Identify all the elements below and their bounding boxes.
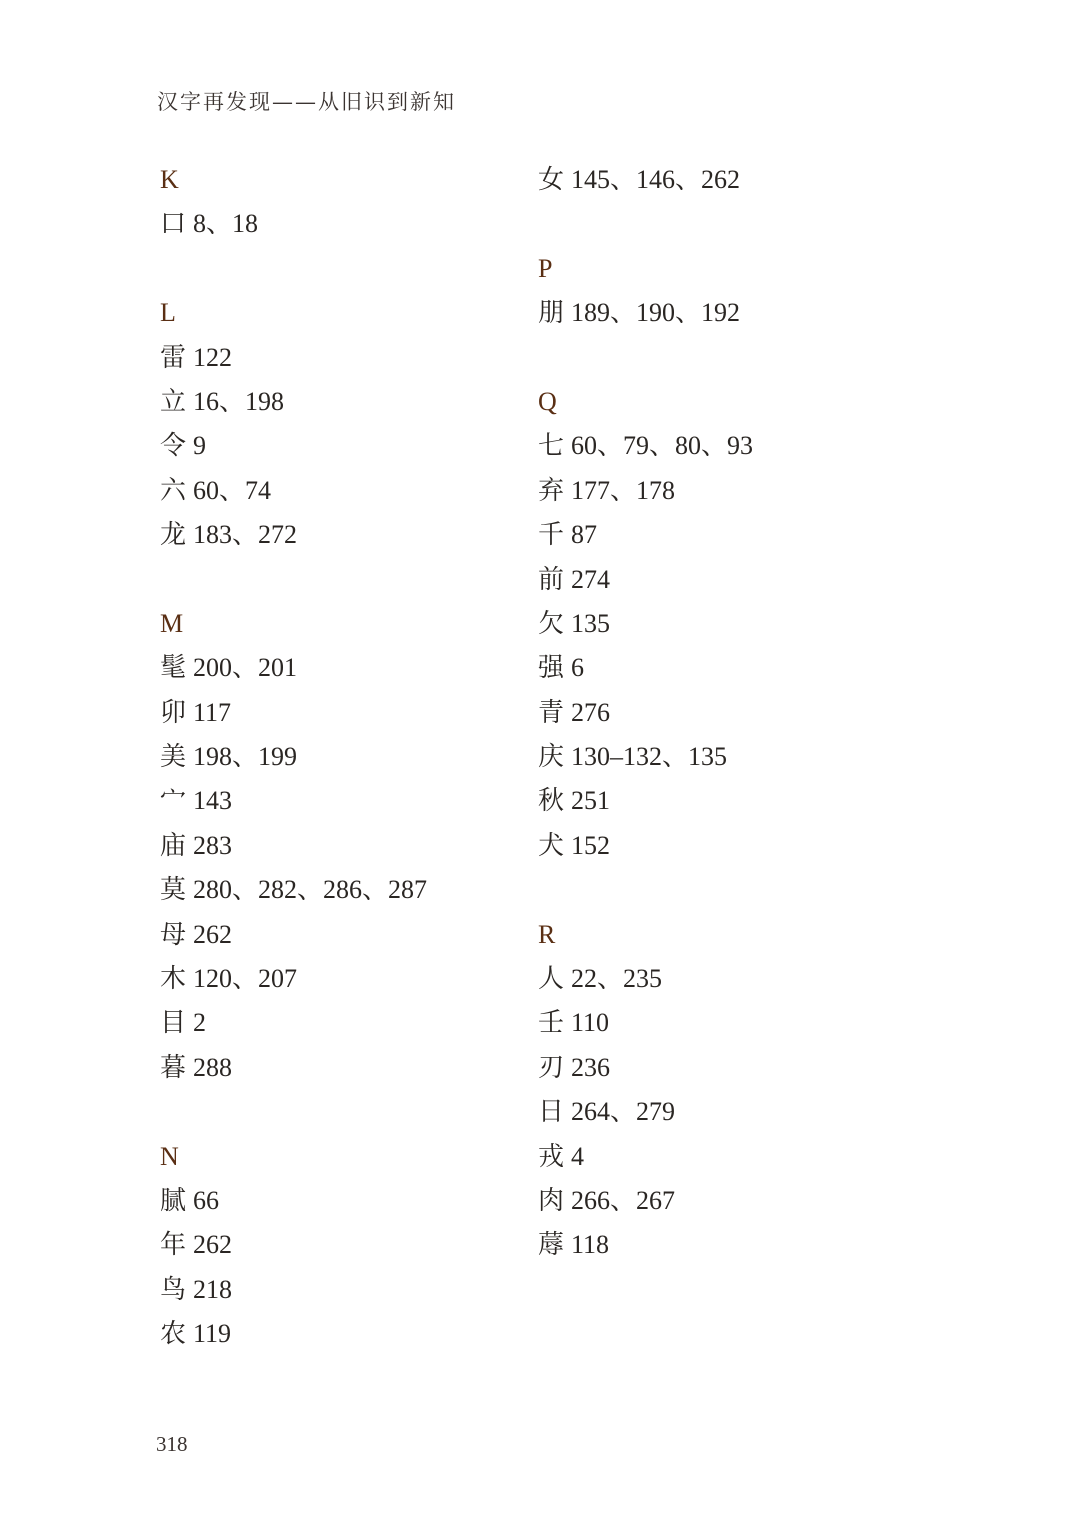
entry-pages: 288 xyxy=(193,1052,233,1082)
entry-character: 庙 xyxy=(160,830,187,861)
index-entry xyxy=(538,779,918,823)
index-entry xyxy=(160,913,540,957)
entry-pages: 117 xyxy=(193,697,232,727)
index-entry xyxy=(160,380,540,424)
index-entry xyxy=(160,868,540,912)
index-entry xyxy=(538,424,918,468)
section-letter: M xyxy=(160,608,184,638)
entry-character: 犬 xyxy=(538,830,565,861)
entry-pages: 200、201 xyxy=(193,653,298,683)
entry-pages: 262 xyxy=(193,1230,233,1260)
index-entry xyxy=(538,1179,918,1223)
entry-character: 母 xyxy=(160,919,187,950)
entry-character: 庆 xyxy=(538,742,565,773)
entry-character: 千 xyxy=(538,520,565,551)
entry-character: 强 xyxy=(538,653,565,684)
entry-pages: 189、190、192 xyxy=(571,298,741,328)
entry-character: 莫 xyxy=(160,875,187,906)
index-entry xyxy=(160,735,540,779)
entry-character: 龙 xyxy=(160,520,187,551)
index-entry xyxy=(538,957,918,1001)
entry-pages: 251 xyxy=(571,786,611,816)
index-entry xyxy=(538,735,918,779)
entry-character: 立 xyxy=(160,386,187,417)
entry-pages: 22、235 xyxy=(571,964,663,994)
entry-character: 人 xyxy=(538,964,565,995)
index-entry xyxy=(538,646,918,690)
entry-pages: 276 xyxy=(571,697,611,727)
entry-character: 农 xyxy=(160,1319,187,1350)
entry-character: 青 xyxy=(538,697,565,728)
entry-pages: 16、198 xyxy=(193,386,285,416)
entry-pages: 283 xyxy=(193,830,233,860)
entry-pages: 236 xyxy=(571,1052,611,1082)
entry-pages: 120、207 xyxy=(193,964,298,994)
index-column-left xyxy=(160,158,540,1401)
entry-character: 鸟 xyxy=(160,1274,187,1305)
entry-character: 卯 xyxy=(160,697,187,728)
entry-pages: 4 xyxy=(571,1141,585,1171)
entry-character: 六 xyxy=(160,475,187,506)
page-number: 318 xyxy=(156,1432,188,1456)
index-entry xyxy=(538,1001,918,1045)
index-section xyxy=(160,1135,540,1357)
index-entry xyxy=(538,1135,918,1179)
index-entry xyxy=(160,424,540,468)
index-entry xyxy=(160,1223,540,1267)
index-entry xyxy=(160,779,540,823)
entry-character: 令 xyxy=(160,431,187,462)
entry-pages: 218 xyxy=(193,1274,233,1304)
entry-character: 肉 xyxy=(538,1185,565,1216)
section-letter: P xyxy=(538,253,553,283)
index-entry xyxy=(160,957,540,1001)
entry-character: 欠 xyxy=(538,608,565,639)
entry-character: 日 xyxy=(538,1097,565,1128)
index-entry xyxy=(160,646,540,690)
index-section xyxy=(538,158,918,202)
index-entry xyxy=(538,513,918,557)
entry-character: 蓐 xyxy=(538,1230,565,1261)
entry-character: 刃 xyxy=(538,1052,565,1083)
running-head-title: 汉字再发现——从旧识到新知 xyxy=(157,90,456,114)
entry-character: 弃 xyxy=(538,475,565,506)
index-entry xyxy=(538,158,918,202)
index-entry xyxy=(538,824,918,868)
index-entry xyxy=(160,1179,540,1223)
index-column-right xyxy=(538,158,918,1312)
entry-pages: 145、146、262 xyxy=(571,165,741,194)
section-letter: Q xyxy=(538,386,557,416)
entry-character: 秋 xyxy=(538,786,565,817)
entry-pages: 152 xyxy=(571,830,611,860)
entry-character: 目 xyxy=(160,1008,187,1039)
entry-character: 七 xyxy=(538,431,565,462)
index-entry xyxy=(160,691,540,735)
entry-character: 壬 xyxy=(538,1008,565,1039)
entry-pages: 87 xyxy=(571,520,598,550)
index-entry xyxy=(160,202,540,246)
entry-pages: 130–132、135 xyxy=(571,742,728,772)
index-entry xyxy=(538,558,918,602)
entry-pages: 266、267 xyxy=(571,1185,676,1215)
section-letter: N xyxy=(160,1141,179,1171)
index-entry xyxy=(538,291,918,335)
index-entry xyxy=(160,513,540,557)
entry-pages: 60、74 xyxy=(193,475,272,505)
entry-character: 雷 xyxy=(160,342,187,373)
entry-pages: 264、279 xyxy=(571,1097,676,1127)
entry-character: 前 xyxy=(538,564,565,595)
entry-pages: 274 xyxy=(571,564,611,594)
index-entry xyxy=(538,469,918,513)
entry-character: 美 xyxy=(160,742,187,773)
index-section xyxy=(538,913,918,1268)
index-section xyxy=(160,602,540,1090)
index-entry xyxy=(160,469,540,513)
index-entry xyxy=(160,1312,540,1356)
index-entry xyxy=(538,1223,918,1267)
entry-pages: 66 xyxy=(193,1185,220,1215)
entry-pages: 2 xyxy=(193,1008,207,1038)
entry-pages: 198、199 xyxy=(193,742,298,772)
entry-character: 宀 xyxy=(160,786,187,817)
section-letter: L xyxy=(160,298,176,328)
index-entry xyxy=(160,336,540,380)
entry-character: 年 xyxy=(160,1230,187,1261)
entry-pages: 9 xyxy=(193,431,207,461)
entry-pages: 60、79、80、93 xyxy=(571,431,754,461)
section-letter: K xyxy=(160,165,179,194)
entry-pages: 110 xyxy=(571,1008,610,1038)
entry-pages: 8、18 xyxy=(193,209,259,239)
entry-character: 木 xyxy=(160,964,187,995)
index-entry xyxy=(538,602,918,646)
index-entry xyxy=(160,824,540,868)
entry-pages: 177、178 xyxy=(571,475,676,505)
index-section xyxy=(538,380,918,868)
section-letter: R xyxy=(538,919,556,949)
entry-pages: 118 xyxy=(571,1230,610,1260)
entry-character: 口 xyxy=(160,209,187,240)
entry-pages: 135 xyxy=(571,608,611,638)
index-entry xyxy=(160,1268,540,1312)
index-entry xyxy=(538,1090,918,1134)
entry-character: 朋 xyxy=(538,298,565,329)
entry-pages: 262 xyxy=(193,919,233,949)
index-section xyxy=(160,158,540,247)
entry-character: 女 xyxy=(538,165,565,195)
entry-character: 戎 xyxy=(538,1141,565,1172)
index-entry xyxy=(538,1046,918,1090)
index-entry xyxy=(160,1001,540,1045)
entry-pages: 143 xyxy=(193,786,233,816)
index-entry xyxy=(160,1046,540,1090)
entry-pages: 6 xyxy=(571,653,585,683)
entry-character: 髦 xyxy=(160,653,187,684)
entry-pages: 183、272 xyxy=(193,520,298,550)
index-section xyxy=(538,247,918,336)
index-section xyxy=(160,291,540,557)
entry-character: 腻 xyxy=(160,1185,187,1216)
entry-pages: 119 xyxy=(193,1319,232,1349)
entry-pages: 280、282、286、287 xyxy=(193,875,428,905)
entry-pages: 122 xyxy=(193,342,233,372)
index-entry xyxy=(538,691,918,735)
entry-character: 暮 xyxy=(160,1052,187,1083)
